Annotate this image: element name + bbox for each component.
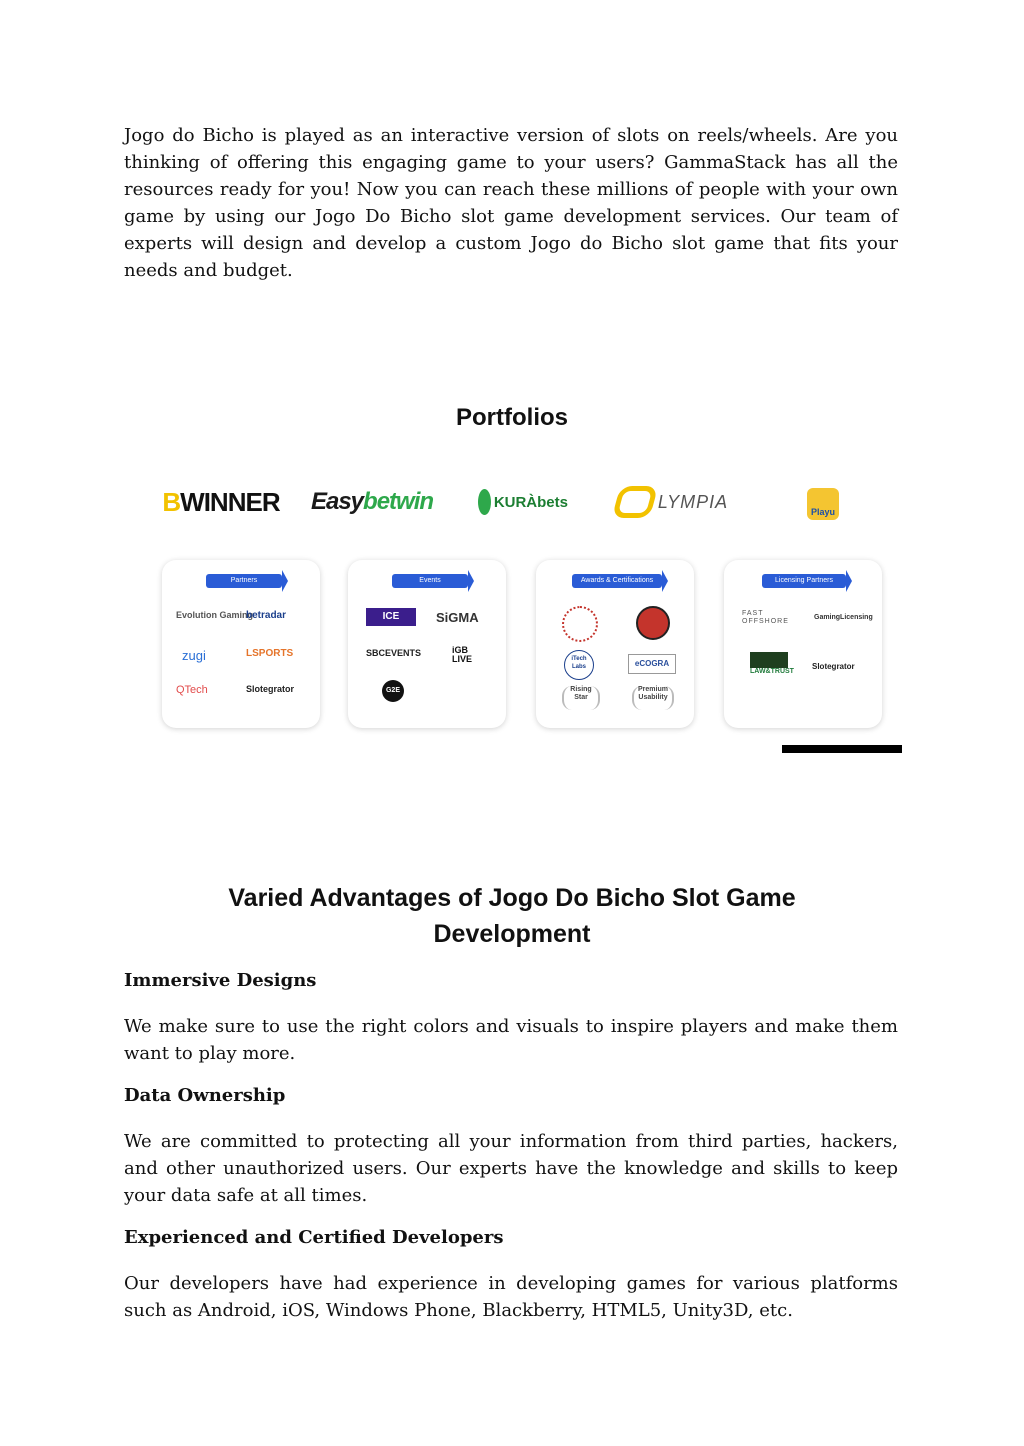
immersive-designs-text: We make sure to use the right colors and visuals to inspire players and make them want to play more.: [124, 1016, 898, 1064]
zugi-logo: zugi: [182, 648, 206, 663]
olympia-logo: LYMPIA: [614, 482, 730, 522]
evolution-gaming-logo: Evolution Gaming: [176, 610, 254, 620]
events-tag: Events: [392, 574, 468, 588]
developers-text: Our developers have had experience in developing games for various platforms such as Android, iOS, Windows Phone, Blackberry, HTML5, Unity3D, etc.: [124, 1273, 898, 1321]
gaming-licensing-logo: GamingLicensing: [814, 614, 873, 621]
advantages-heading-line2: Development: [433, 920, 591, 948]
licensing-tag: Licensing Partners: [762, 574, 846, 588]
easybetwin-logo: Easy betwin: [310, 488, 434, 515]
betradar-logo: betradar: [246, 610, 287, 621]
slotegrator-logo-2: Slotegrator: [812, 662, 855, 671]
law-trust-logo: LAW&TRUST: [750, 652, 788, 676]
black-bar: [782, 745, 902, 753]
data-ownership-text: We are committed to protecting all your information from third parties, hackers, and other unauthorized users. Our experts have the knowledge and skills to keep your data safe at all times.: [124, 1131, 898, 1206]
rising-star-award: Rising Star: [562, 686, 600, 710]
lsports-logo: LSPORTS: [246, 648, 294, 659]
advantages-heading: [0, 880, 1024, 952]
g2e-logo: G2E: [382, 680, 404, 702]
slotegrator-logo: Slotegrator: [246, 684, 295, 694]
licensing-card: [724, 560, 882, 728]
developers-heading: Experienced and Certified Developers: [124, 1227, 504, 1248]
portfolios-heading: Portfolios: [456, 404, 568, 431]
partners-tag: Partners: [206, 574, 282, 588]
data-ownership-heading: Data Ownership: [124, 1085, 286, 1106]
itech-labs-logo: iTech Labs: [564, 650, 594, 680]
ice-logo: ICE: [366, 608, 416, 626]
awards-tag: Awards & Certifications: [572, 574, 662, 588]
sbc-events-logo: SBCEVENTS: [366, 648, 422, 658]
qtech-logo: QTech: [176, 684, 208, 696]
olympia-o-icon: [612, 486, 659, 518]
fast-offshore-logo: FAST OFFSHORE: [742, 610, 789, 625]
intro-paragraph: Jogo do Bicho is played as an interactive version of slots on reels/wheels. Are you thinking of offering this engaging game to your users? GammaStack has all the resources ready for you! Now you can reach these millions of people with your own game by using our Jogo Do Bicho slot game development services. Our team of experts will design and develop a custom Jogo do Bicho slot game that fits your needs and budget.: [124, 125, 898, 281]
advantages-heading-line1: Varied Advantages of Jogo Do Bicho Slot Game: [228, 884, 796, 912]
partners-card: [162, 560, 320, 728]
igb-live-logo: iGB LIVE: [452, 645, 473, 664]
immersive-designs-heading: Immersive Designs: [124, 970, 317, 991]
bwinner-logo: B WINNER: [162, 486, 280, 517]
playu-logo: Playu: [804, 484, 842, 524]
kurabets-logo: KURÀbets: [478, 482, 568, 522]
premium-usability-award: Premium Usability: [632, 686, 674, 710]
soccer-ball-icon: [478, 489, 491, 515]
bmm-testlabs-icon: [636, 606, 670, 640]
awards-card: [536, 560, 694, 728]
ecogra-logo: eCOGRA: [628, 654, 676, 674]
sigma-logo: SiGMA: [436, 610, 479, 625]
events-card: [348, 560, 506, 728]
gaming-labs-seal-icon: [562, 606, 598, 642]
